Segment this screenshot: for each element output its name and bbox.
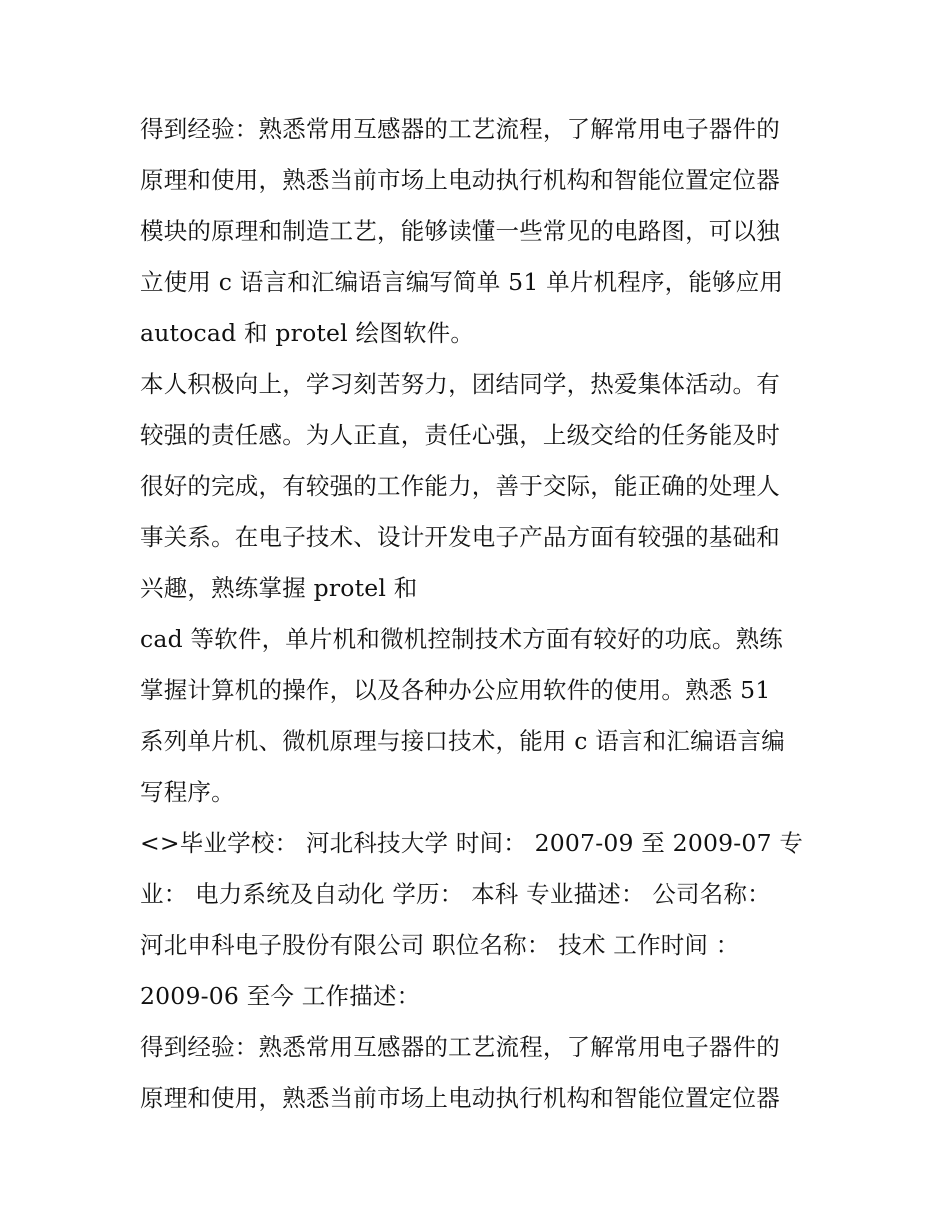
text-line: 得到经验：熟悉常用互感器的工艺流程，了解常用电子器件的 bbox=[140, 1033, 780, 1061]
text-line: 较强的责任感。为人正直，责任心强，上级交给的任务能及时 bbox=[140, 421, 780, 449]
text-line: 写程序。 bbox=[140, 778, 235, 806]
text-line: cad 等软件，单片机和微机控制技术方面有较好的功底。熟练 bbox=[140, 625, 783, 653]
text-line: 兴趣，熟练掌握 protel 和 bbox=[140, 574, 418, 602]
text-line: 立使用 c 语言和汇编语言编写简单 51 单片机程序，能够应用 bbox=[140, 268, 784, 296]
text-line: 事关系。在电子技术、设计开发电子产品方面有较强的基础和 bbox=[140, 523, 780, 551]
document-body bbox=[140, 104, 820, 1124]
text-line: 很好的完成，有较强的工作能力，善于交际，能正确的处理人 bbox=[140, 472, 780, 500]
text-line: autocad 和 protel 绘图软件。 bbox=[140, 319, 475, 347]
text-line: 河北申科电子股份有限公司 职位名称： 技术 工作时间 ： bbox=[140, 931, 740, 959]
text-line: 业： 电力系统及自动化 学历： 本科 专业描述： 公司名称： bbox=[140, 880, 771, 908]
text-line: 掌握计算机的操作，以及各种办公应用软件的使用。熟悉 51 bbox=[140, 676, 771, 704]
text-line: 原理和使用，熟悉当前市场上电动执行机构和智能位置定位器 bbox=[140, 1084, 780, 1112]
text-line: 原理和使用，熟悉当前市场上电动执行机构和智能位置定位器 bbox=[140, 166, 780, 194]
text-line: 得到经验：熟悉常用互感器的工艺流程，了解常用电子器件的 bbox=[140, 115, 780, 143]
text-line: <>毕业学校： 河北科技大学 时间： 2007-09 至 2009-07 专 bbox=[140, 829, 804, 857]
text-line: 本人积极向上，学习刻苦努力，团结同学，热爱集体活动。有 bbox=[140, 370, 780, 398]
text-line: 系列单片机、微机原理与接口技术，能用 c 语言和汇编语言编 bbox=[140, 727, 785, 755]
text-line: 模块的原理和制造工艺，能够读懂一些常见的电路图，可以独 bbox=[140, 217, 780, 245]
text-line: 2009-06 至今 工作描述： bbox=[140, 982, 421, 1010]
